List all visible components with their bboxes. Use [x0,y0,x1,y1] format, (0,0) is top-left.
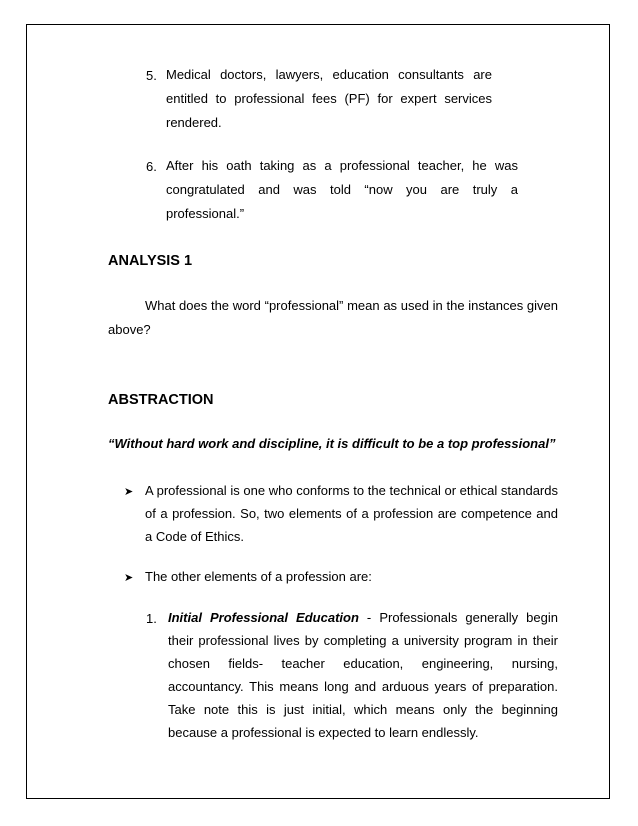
list-item-number: 6. [146,159,157,174]
analysis-question: What does the word “professional” mean as used in the instances given above? [108,298,558,337]
bullet-text: The other elements of a profession are: [145,569,372,584]
numbered-item-body: Professionals generally begin their professional lives by completing a university program in their chosen fields- teacher education, engineering, nursing, accountancy. This means long and arduous years of preparation. Take note this is just initial, which means only the beginning because a professional is expected to learn endlessly. [168,610,558,740]
section-heading-abstraction: ABSTRACTION [108,392,214,408]
list-item-text: Medical doctors, lawyers, education consultants are entitled to professional fees (PF) for expert services rendered. [166,67,492,130]
numbered-item-text [168,606,558,744]
list-item-text: After his oath taking as a professional teacher, he was congratulated and was told “now you are truly a professional.” [166,158,518,221]
list-item-number: 5. [146,68,157,83]
arrowhead-bullet-icon: ➤ [124,486,134,498]
numbered-item-separator: - [358,610,380,625]
arrowhead-bullet-icon: ➤ [124,572,134,584]
section-heading-analysis: ANALYSIS 1 [108,253,193,269]
numbered-item-number: 1. [146,611,157,626]
numbered-item-title: Initial Professional Education [168,610,359,625]
quote: “Without hard work and discipline, it is difficult to be a top professional” [108,436,556,451]
bullet-text: A professional is one who conforms to the technical or ethical standards of a profession. So, two elements of a profession are competence and a Code of Ethics. [145,483,558,544]
